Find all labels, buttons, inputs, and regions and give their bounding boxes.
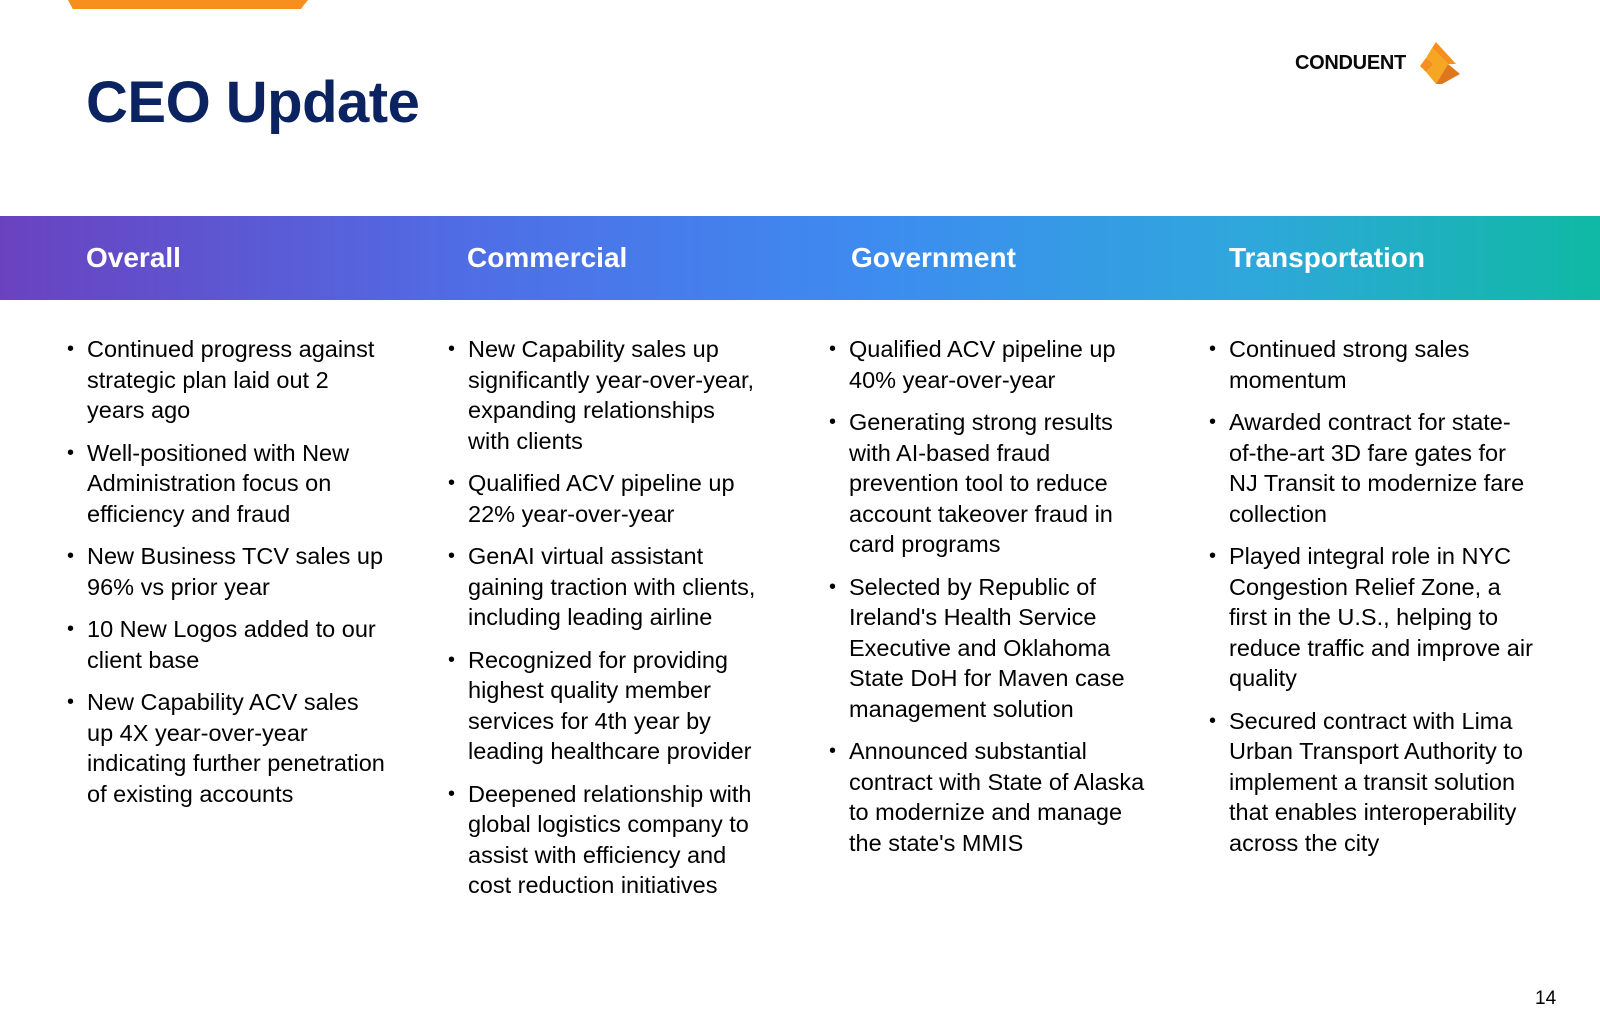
bullet-item: • Recognized for providing highest quality member services for 4th year by leading healthcare provider: [450, 645, 760, 767]
page-title: CEO Update: [86, 70, 420, 135]
bullet-item: • New Capability ACV sales up 4X year-over-year indicating further penetration of existing accounts: [69, 687, 389, 809]
bullet-item: • Generating strong results with AI-based fraud prevention tool to reduce account takeover fraud in card programs: [831, 407, 1161, 560]
logo-wordmark: CONDUENT: [1295, 51, 1406, 74]
page-number: 14: [1535, 988, 1557, 1009]
bullet-item: • 10 New Logos added to our client base: [69, 614, 389, 675]
conduent-logo: [1295, 40, 1462, 86]
bullet-item: • Continued progress against strategic plan laid out 2 years ago: [69, 334, 389, 426]
bullet-item: • Deepened relationship with global logistics company to assist with efficiency and cost reduction initiatives: [450, 779, 760, 901]
bullet-item: • New Capability sales up significantly year-over-year, expanding relationships with clients: [450, 334, 760, 456]
column-commercial: [450, 334, 760, 913]
bullet-item: • Selected by Republic of Ireland's Health Service Executive and Oklahoma State DoH for Maven case management solution: [831, 572, 1161, 725]
bullet-item: • GenAI virtual assistant gaining traction with clients, including leading airline: [450, 541, 760, 633]
column-government: [831, 334, 1161, 870]
bullet-item: • Announced substantial contract with State of Alaska to modernize and manage the state's MMIS: [831, 736, 1161, 858]
column-header-commercial: Commercial: [467, 242, 628, 273]
column-header-government: Government: [851, 242, 1016, 273]
column-transportation: [1211, 334, 1536, 870]
bullet-item: • New Business TCV sales up 96% vs prior year: [69, 541, 389, 602]
bullet-item: • Qualified ACV pipeline up 22% year-over-year: [450, 468, 760, 529]
category-header-band: [0, 216, 1600, 300]
bullet-item: • Secured contract with Lima Urban Transport Authority to implement a transit solution that enables interoperability across the city: [1211, 706, 1536, 859]
bullet-item: • Awarded contract for state-of-the-art 3D fare gates for NJ Transit to modernize fare collection: [1211, 407, 1536, 529]
bullet-item: • Well-positioned with New Administration focus on efficiency and fraud: [69, 438, 389, 530]
column-header-transportation: Transportation: [1229, 242, 1426, 273]
bullet-item: • Played integral role in NYC Congestion Relief Zone, a first in the U.S., helping to reduce traffic and improve air quality: [1211, 541, 1536, 694]
column-overall: [69, 334, 389, 821]
column-header-overall: Overall: [86, 242, 181, 273]
bullet-item: • Qualified ACV pipeline up 40% year-over-year: [831, 334, 1161, 395]
conduent-mark-icon: [1416, 40, 1462, 86]
top-accent-bar: [68, 0, 308, 9]
bullet-item: • Continued strong sales momentum: [1211, 334, 1536, 395]
